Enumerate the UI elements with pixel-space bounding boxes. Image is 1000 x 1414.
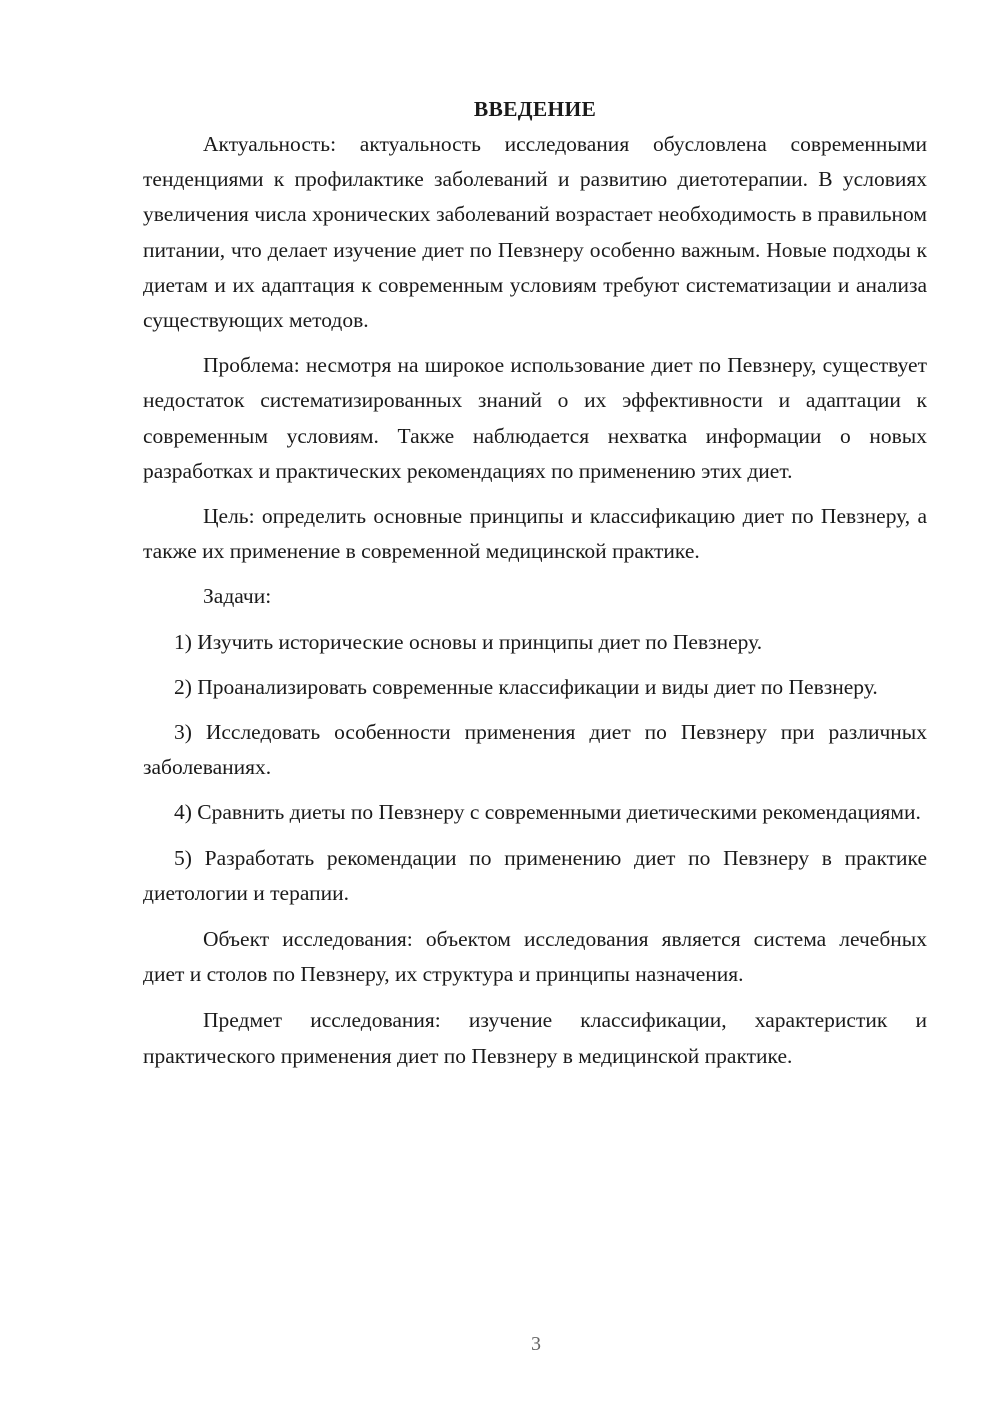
list-item: 2) Проанализировать современные классификации и виды диет по Певзнеру. xyxy=(174,674,878,699)
list-item: 4) Сравнить диеты по Певзнеру с современными диетическими рекомендациями. xyxy=(174,800,921,825)
page-number: 3 xyxy=(531,1333,541,1355)
list-item: 5) Разработать рекомендации по применению диет по Певзнеру в практике диетологии и терапии. xyxy=(143,845,927,905)
paragraph-subject: Предмет исследования: изучение классификации, характеристик и практического применения диет по Певзнеру в медицинской практике. xyxy=(143,1008,927,1068)
paragraph-tasks-label: Задачи: xyxy=(203,584,272,609)
list-item: 3) Исследовать особенности применения диет по Певзнеру при различных заболеваниях. xyxy=(143,720,927,780)
section-heading: ВВЕДЕНИЕ xyxy=(473,97,597,121)
paragraph-goal: Цель: определить основные принципы и классификацию диет по Певзнеру, а также их применение в современной медицинской практике. xyxy=(143,504,927,564)
page-content xyxy=(143,92,927,1074)
paragraph-object: Объект исследования: объектом исследования является система лечебных диет и столов по Певзнеру, их структура и принципы назначения. xyxy=(143,927,927,987)
paragraph-relevance: Актуальность: актуальность исследования обусловлена современными тенденциями к профилактике заболеваний и развитию диетотерапии. В условиях увеличения числа хронических заболеваний возрастает необходимость в правильном питании, что делает изучение диет по Певзнеру особенно важным. Новые подходы к диетам и их адаптация к современным условиям требуют систематизации и анализа существующих методов. xyxy=(143,132,927,333)
paragraph-problem: Проблема: несмотря на широкое использование диет по Певзнеру, существует недостаток систематизированных знаний о их эффективности и адаптации к современным условиям. Также наблюдается нехватка информации о новых разработках и практических рекомендациях по применению этих диет. xyxy=(143,353,927,483)
list-item: 1) Изучить исторические основы и принципы диет по Певзнеру. xyxy=(174,629,763,654)
